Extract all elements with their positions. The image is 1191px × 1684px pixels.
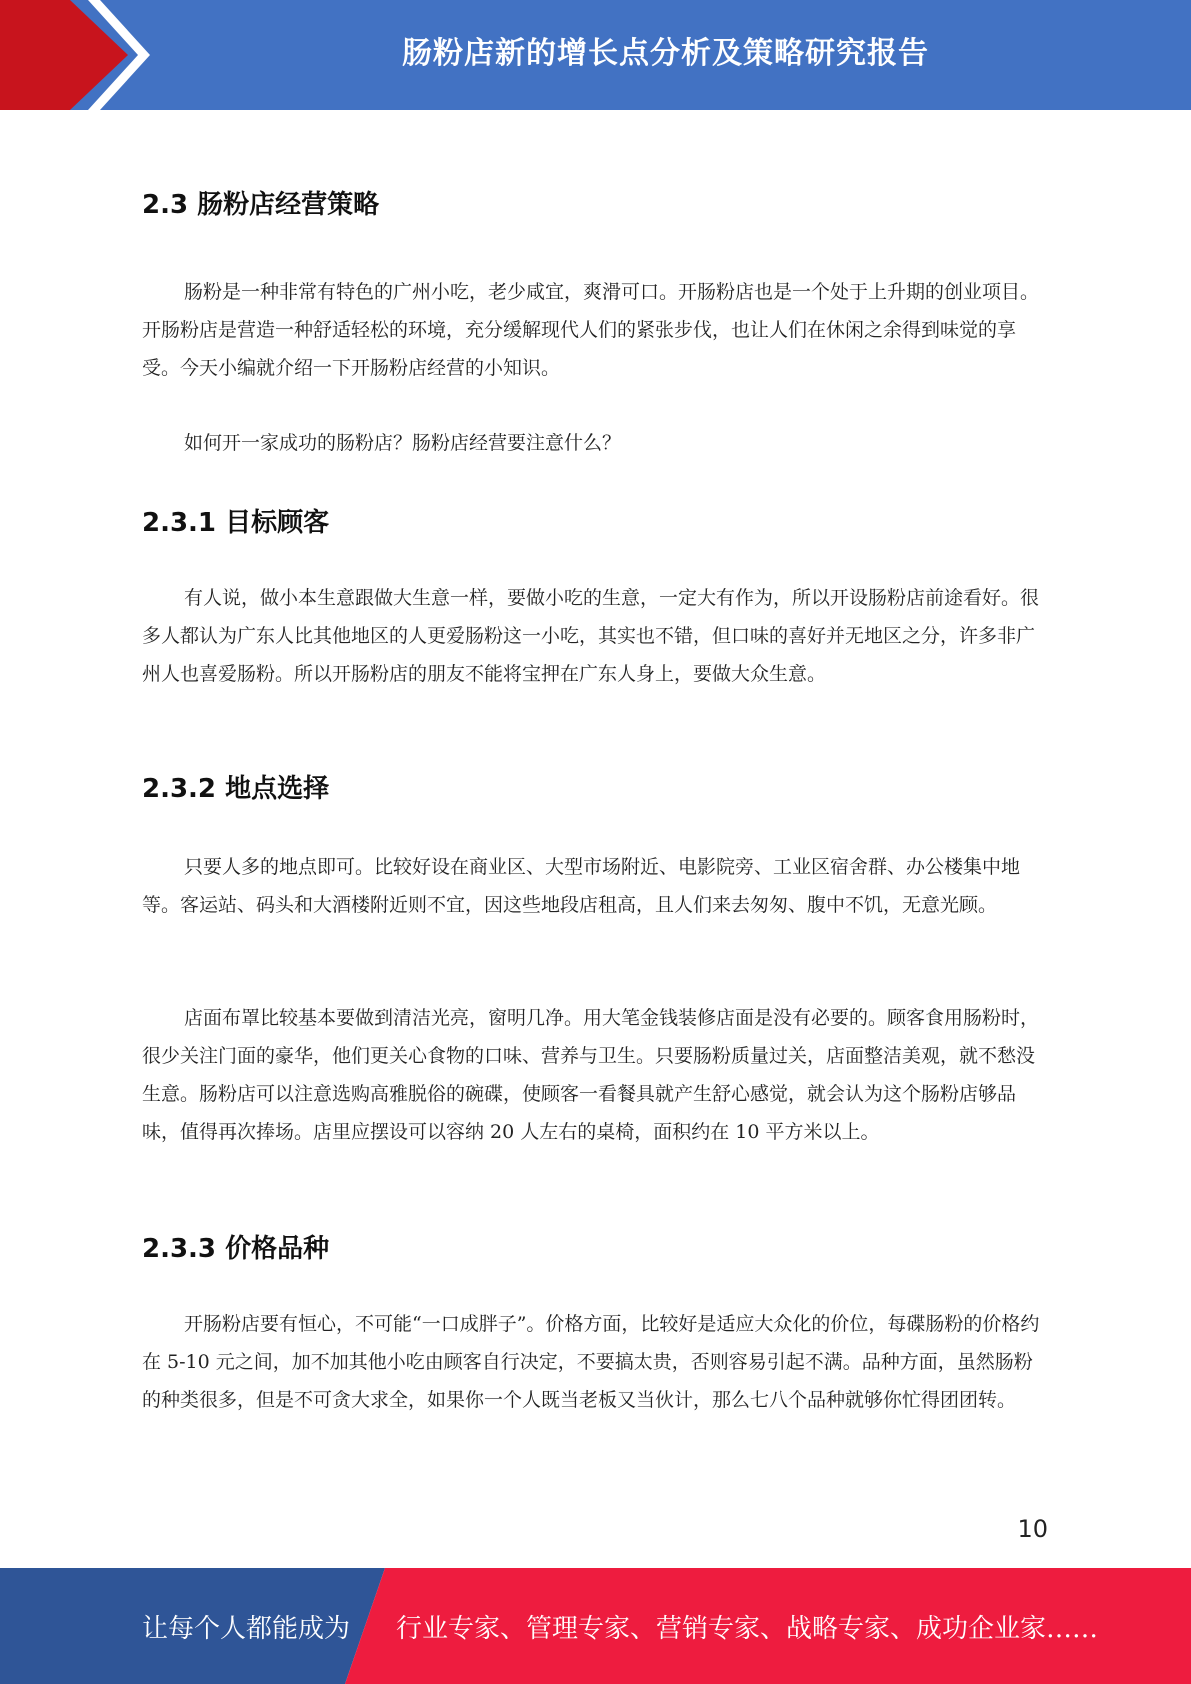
header-bar	[0, 0, 1191, 110]
paragraph: 店面布罩比较基本要做到清洁光亮，窗明几净。用大笔金钱装修店面是没有必要的。顾客食用肠粉时，很少关注门面的豪华，他们更关心食物的口味、营养与卫生。只要肠粉质量过关，店面整洁美观，就不愁没生意。肠粉店可以注意选购高雅脱俗的碗碟，使顾客一看餐具就产生舒心感觉，就会认为这个肠粉店够品味，值得再次捧场。店里应摆设可以容纳 20 人左右的桌椅，面积约在 10 平方米以上。	[142, 1007, 1040, 1143]
footer-bar	[0, 1568, 1191, 1684]
section-heading-2-3-1: 2.3.1 目标顾客	[142, 508, 330, 538]
section-heading-2-3-2: 2.3.2 地点选择	[142, 774, 330, 804]
page-number: 10	[1017, 1515, 1048, 1543]
footer-slogan-right: 行业专家、管理专家、营销专家、战略专家、成功企业家……	[396, 1613, 1099, 1644]
footer-slogan-left: 让每个人都能成为	[142, 1613, 351, 1644]
section-heading-2-3: 2.3 肠粉店经营策略	[142, 190, 380, 220]
paragraph: 开肠粉店要有恒心，不可能“一口成胖子”。价格方面，比较好是适应大众化的价位，每碟肠粉的价格约在 5-10 元之间，加不加其他小吃由顾客自行决定，不要搞太贵，否则容易引起不满。品种方面，虽然肠粉的种类很多，但是不可贪大求全，如果你一个人既当老板又当伙计，那么七八个品种就够你忙得团团转。	[142, 1313, 1040, 1411]
paragraph: 肠粉是一种非常有特色的广州小吃，老少咸宜，爽滑可口。开肠粉店也是一个处于上升期的创业项目。开肠粉店是营造一种舒适轻松的环境，充分缓解现代人们的紧张步伐，也让人们在休闲之余得到味觉的享受。今天小编就介绍一下开肠粉店经营的小知识。	[142, 281, 1040, 379]
paragraph: 如何开一家成功的肠粉店？肠粉店经营要注意什么？	[184, 432, 622, 454]
report-title: 肠粉店新的增长点分析及策略研究报告	[402, 36, 929, 71]
section-heading-2-3-3: 2.3.3 价格品种	[142, 1234, 330, 1264]
paragraph: 有人说，做小本生意跟做大生意一样，要做小吃的生意，一定大有作为，所以开设肠粉店前途看好。很多人都认为广东人比其他地区的人更爱肠粉这一小吃，其实也不错，但口味的喜好并无地区之分，许多非广州人也喜爱肠粉。所以开肠粉店的朋友不能将宝押在广东人身上，要做大众生意。	[142, 587, 1040, 685]
paragraph: 只要人多的地点即可。比较好设在商业区、大型市场附近、电影院旁、工业区宿舍群、办公楼集中地等。客运站、码头和大酒楼附近则不宜，因这些地段店租高，且人们来去匆匆、腹中不饥，无意光顾。	[142, 856, 1021, 916]
